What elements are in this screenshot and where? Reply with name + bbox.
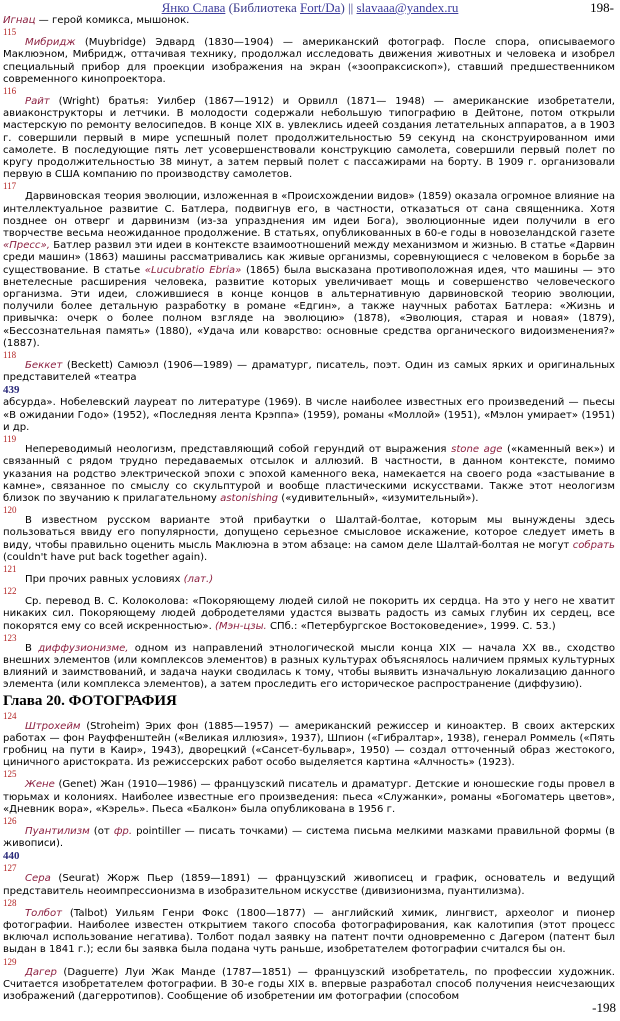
paragraph-text: (Beckett) Самюэл (1906—1989) — драматург, писатель, поэт. Один из самых ярких и оригинальных представителей «театра: [3, 360, 615, 384]
footnote-paragraph: [3, 721, 615, 770]
footnote-paragraph: [3, 96, 615, 181]
paragraph-text: (Genet) Жан (1910—1986) — французский писатель и драматург. Детские и юношеские годы провел в тюрьмах и колониях. Наиболее известные его произведения: пьеса «Служанки», романы «Богоматерь цветов», «Дневник вора», «Кэрель». Пьеса «Балкон» была опубликована в 1956 г.: [3, 779, 615, 815]
paragraph-text: («каменный век») и связанный с рядом трудно передаваемых отсылок и аллюзий. В частности, в данном контексте, помимо указания на родство электрической эпохи с эпохой каменного века, намекается на своего рода «застывание в камне», связанное по смыслу со скульптурой и вообще пластическими искусствами. Также этот неологизм близок по звучанию к прилагательному: [3, 444, 615, 504]
source-page-number: 440: [3, 850, 20, 863]
footnote-paragraph: [3, 596, 615, 633]
footnote-paragraph: [3, 191, 615, 350]
footnote-number[interactable]: 125: [3, 769, 17, 780]
footnote-number[interactable]: 122: [3, 586, 17, 597]
paragraph-text: (Stroheim) Эрих фон (1885—1957) — американский режиссер и киноактер. В своих актерских работах — фон Рауффенштейн («Великая иллюзия», 1937), Шпион («Гибралтар», 1938), генерал Роммель («Пять гробниц на пути в Каир», 1943), дворецкий («Сансет-бульвар», 1950) — создал отточенный образ жестокого, циничного аристократа. Из режиссерских работ особо выделяется картина «Алчность» (1923).: [3, 720, 615, 769]
footnote-number[interactable]: 129: [3, 956, 17, 967]
term-highlight: Жене: [25, 779, 55, 791]
paragraph-text: («удивительный», «изумительный»).: [278, 492, 479, 504]
footnote-paragraph: [3, 643, 615, 692]
paragraph-text: (Wright) братья: Уилбер (1867—1912) и Орвилл (1871— 1948) — американские изобретатели, авиаконструкторы и летчики. В молодости содержали небольшую типографию в Дейтоне, потом открыли мастерскую по ремонту велосипедов. В конце XIX в. увлеклись идеей создания летательных аппаратов, а в 1903 г. совершили первый в мире успешный полет продолжительностью 59 секунд на сконструированном ими самолете. В последующие пять лет усовершенствовали конструкцию самолета, совершили первый полет по кругу продолжительностью 38 минут, а затем первый полет с пассажирами на борту. В 1909 г. организовали первую в США компанию по производству самолетов.: [3, 96, 615, 181]
email-link[interactable]: slavaaa@yandex.ru: [356, 0, 459, 15]
author-link[interactable]: Янко Слава: [161, 0, 226, 15]
footnote-paragraph: [3, 515, 615, 564]
term-highlight: «Пресс»,: [3, 240, 50, 252]
term-highlight: Игнац: [3, 15, 36, 26]
paragraph-text: pointiller — писать точками) — система письма мелкими мазками правильной формы (в живописи).: [3, 825, 615, 850]
footnote-paragraph: [3, 967, 615, 1004]
document-body: [3, 15, 615, 1003]
library-prefix: (Библиотека: [228, 0, 300, 15]
footnote-paragraph: [3, 15, 615, 27]
footnote-paragraph: [3, 574, 615, 586]
paragraph-text: — герой комикса, мышонок.: [35, 15, 190, 26]
paragraph-text: абсурда». Нобелевский лауреат по литературе (1969). В числе наиболее известных его произведений — пьесы «В ожидании Годо» (1952), «Последняя лента Крэппа» (1959), романы «Моллой» (1951), «Мэлон умирает» (1951) и др.: [3, 397, 615, 433]
paragraph-text: Непереводимый неологизм, представляющий собой герундий от выражения: [25, 444, 452, 456]
footnote-paragraph: [3, 826, 615, 850]
paragraph-text: (1865) была высказана противоположная идея, что машины — это внетелесные расширения человека, развитие которых увеличивает мощь и совершенство человеческого организма. Эти идеи, сложившиеся в конце концов в альтернативную дарвиновской теорию эволюции, получили более детальную разработку в романе «Едгин», а также научных работах Батлера: «Жизнь и привычка: очерк о более полном взгляде на эволюцию» (1878), «Эволюция, старая и новая» (1879), «Бессознательная память» (1880), «Удача или коварство: основные средства органического видоизменения?» (1887).: [3, 264, 616, 349]
term-highlight: собрать: [572, 539, 615, 551]
footnote-paragraph: [3, 779, 615, 816]
footnote-paragraph: [3, 908, 615, 957]
term-highlight: astonishing: [220, 492, 279, 504]
footnote-number[interactable]: 116: [3, 86, 17, 97]
paragraph-text: В: [25, 642, 39, 654]
term-highlight: Сера: [25, 873, 51, 885]
paragraph-text: В известном русском варианте этой прибаутки о Шалтай-болтае, которым мы вынуждены здесь пользоваться ввиду его популярности, допущено серьезное смысловое искажение, которое следует иметь в виду, чтобы правильно оценить мысль Маклюэна в этом абзаце: на самом деле Шалтай-болтая не могут: [3, 515, 615, 551]
footnote-number[interactable]: 120: [3, 505, 17, 516]
chapter-heading: Глава 20. ФОТОГРАФИЯ: [3, 692, 177, 709]
footnote-number[interactable]: 127: [3, 863, 17, 874]
footnote-number[interactable]: 124: [3, 710, 17, 721]
term-highlight: Штрохейм: [25, 720, 81, 732]
footnote-paragraph: [3, 444, 615, 505]
header-title: [0, 0, 620, 16]
term-highlight: «Lucubratio Ebria»: [144, 264, 242, 276]
footnote-paragraph: [3, 37, 615, 86]
paragraph-text: (Seurat) Жорж Пьер (1859—1891) — французский живописец и график, основатель и ведущий представитель неоимпрессионизма в изобразительном искусстве (дивизионизма, пуантилизма).: [3, 873, 615, 897]
term-highlight: Дагер: [25, 966, 57, 978]
footnote-paragraph: [3, 873, 615, 897]
footnote-number[interactable]: 123: [3, 632, 17, 643]
term-highlight: Толбот: [25, 907, 63, 919]
paragraph-text: СПб.: «Петербургское Востоковедение», 1999. С. 53.): [266, 620, 556, 632]
library-link[interactable]: Fort/Da: [300, 0, 341, 15]
paragraph-text: (Daguerre) Луи Жак Манде (1787—1851) — французский изобретатель, по профессии художник. Считается изобретателем фотографии. В 30-е годы XIX в. впервые разработал способ получения неисчезающих изображений (дагерротипов). Сообщение об изобретении им фотографии (способом: [3, 966, 615, 1002]
source-page-number: 439: [3, 384, 20, 397]
term-highlight: Райт: [25, 96, 50, 108]
term-highlight: stone age: [451, 444, 503, 456]
term-highlight: (лат.): [183, 573, 214, 585]
term-highlight: Беккет: [25, 360, 63, 372]
paragraph-text: Дарвиновская теория эволюции, изложенная в «Происхождении видов» (1859) оказала огромное влияние на интеллектуальное развитие С. Батлера, подвигнув его, в частности, отказаться от сана священника. Хотя позднее он отверг и дарвинизм (из-за упразднения им идеи Бога), эволюционные идеи получили в его творчестве весьма неожиданное продолжение. В статьях, опубликованных в 60-е годы в новозеландской газете: [3, 191, 615, 240]
footnote-number[interactable]: 119: [3, 434, 17, 445]
term-highlight: Пуантилизм: [25, 825, 90, 837]
footnote-paragraph: [3, 397, 615, 434]
paragraph-text: (couldn't have put back together again).: [3, 551, 208, 563]
paragraph-text: (Talbot) Уильям Генри Фокс (1800—1877) — английский химик, лингвист, археолог и пионер фотографии. Наиболее известен открытием такого способа фотографирования, как калотипия (этот процесс включал использование негатива). Толбот подал заявку на патент почти одновременно с Дагером (патент был выдан в 1841 г.); если бы заявка была подана чуть раньше, изобретателем фотографии считался бы он.: [3, 907, 615, 956]
term-highlight: (Мэн-цзы.: [215, 620, 267, 632]
footnote-number[interactable]: 118: [3, 350, 17, 361]
page-header: [0, 0, 620, 16]
paragraph-text: одном из направлений этнологической мысли конца XIX — начала XX вв., сходство внешних элементов (или комплексов элементов) в разных культурах объяснялось наличием прямых культурных влияний и заимствований, и задача науки сводилась к тому, чтобы выявить изначальную локализацию данного элемента (или комплекса элементов), а затем проследить его историческое распространение (диффузию).: [3, 642, 615, 691]
paragraph-text: Батлер развил эти идеи в контексте взаимоотношений между механизмом и жизнью. В статье «Дарвин среди машин» (1863) машины рассматривались как живые организмы, соревнующиеся с человеком в борьбе за существование. В статье: [3, 240, 615, 276]
library-suffix: ) ||: [340, 0, 357, 15]
term-highlight: Мибридж: [25, 37, 76, 49]
paragraph-text: При прочих равных условиях: [25, 573, 184, 585]
term-highlight: диффузионизме,: [38, 642, 129, 654]
footer-page-number: -198: [592, 1000, 616, 1015]
footnote-paragraph: [3, 360, 615, 384]
header-page-number: 198-: [590, 0, 614, 15]
footnote-number[interactable]: 117: [3, 181, 17, 192]
footnote-number[interactable]: 126: [3, 815, 17, 826]
term-highlight: фр.: [113, 825, 133, 837]
footnote-number[interactable]: 121: [3, 563, 17, 574]
paragraph-text: Ср. перевод В. С. Колоколова: «Покоряющему людей силой не покорить их сердца. На это у него не хватит никаких сил. Покоряющему людей добродетелями удастся вызвать радость из самых глубин их сердец, все покорятся ему со всей искренностью».: [3, 596, 615, 632]
footnote-number[interactable]: 128: [3, 897, 17, 908]
footnote-number[interactable]: 115: [3, 27, 17, 38]
paragraph-text: (от: [89, 825, 114, 837]
paragraph-text: (Muybridge) Эдвард (1830—1904) — американский фотограф. После спора, описываемого Маклюэном, Мибридж, оттачивая технику, продолжал исследовать движения животных и человека и изобрел специальный прибор для проекции изображения на экран («зоопраксископ»), ставший предшественником современного кинопроектора.: [3, 37, 615, 85]
